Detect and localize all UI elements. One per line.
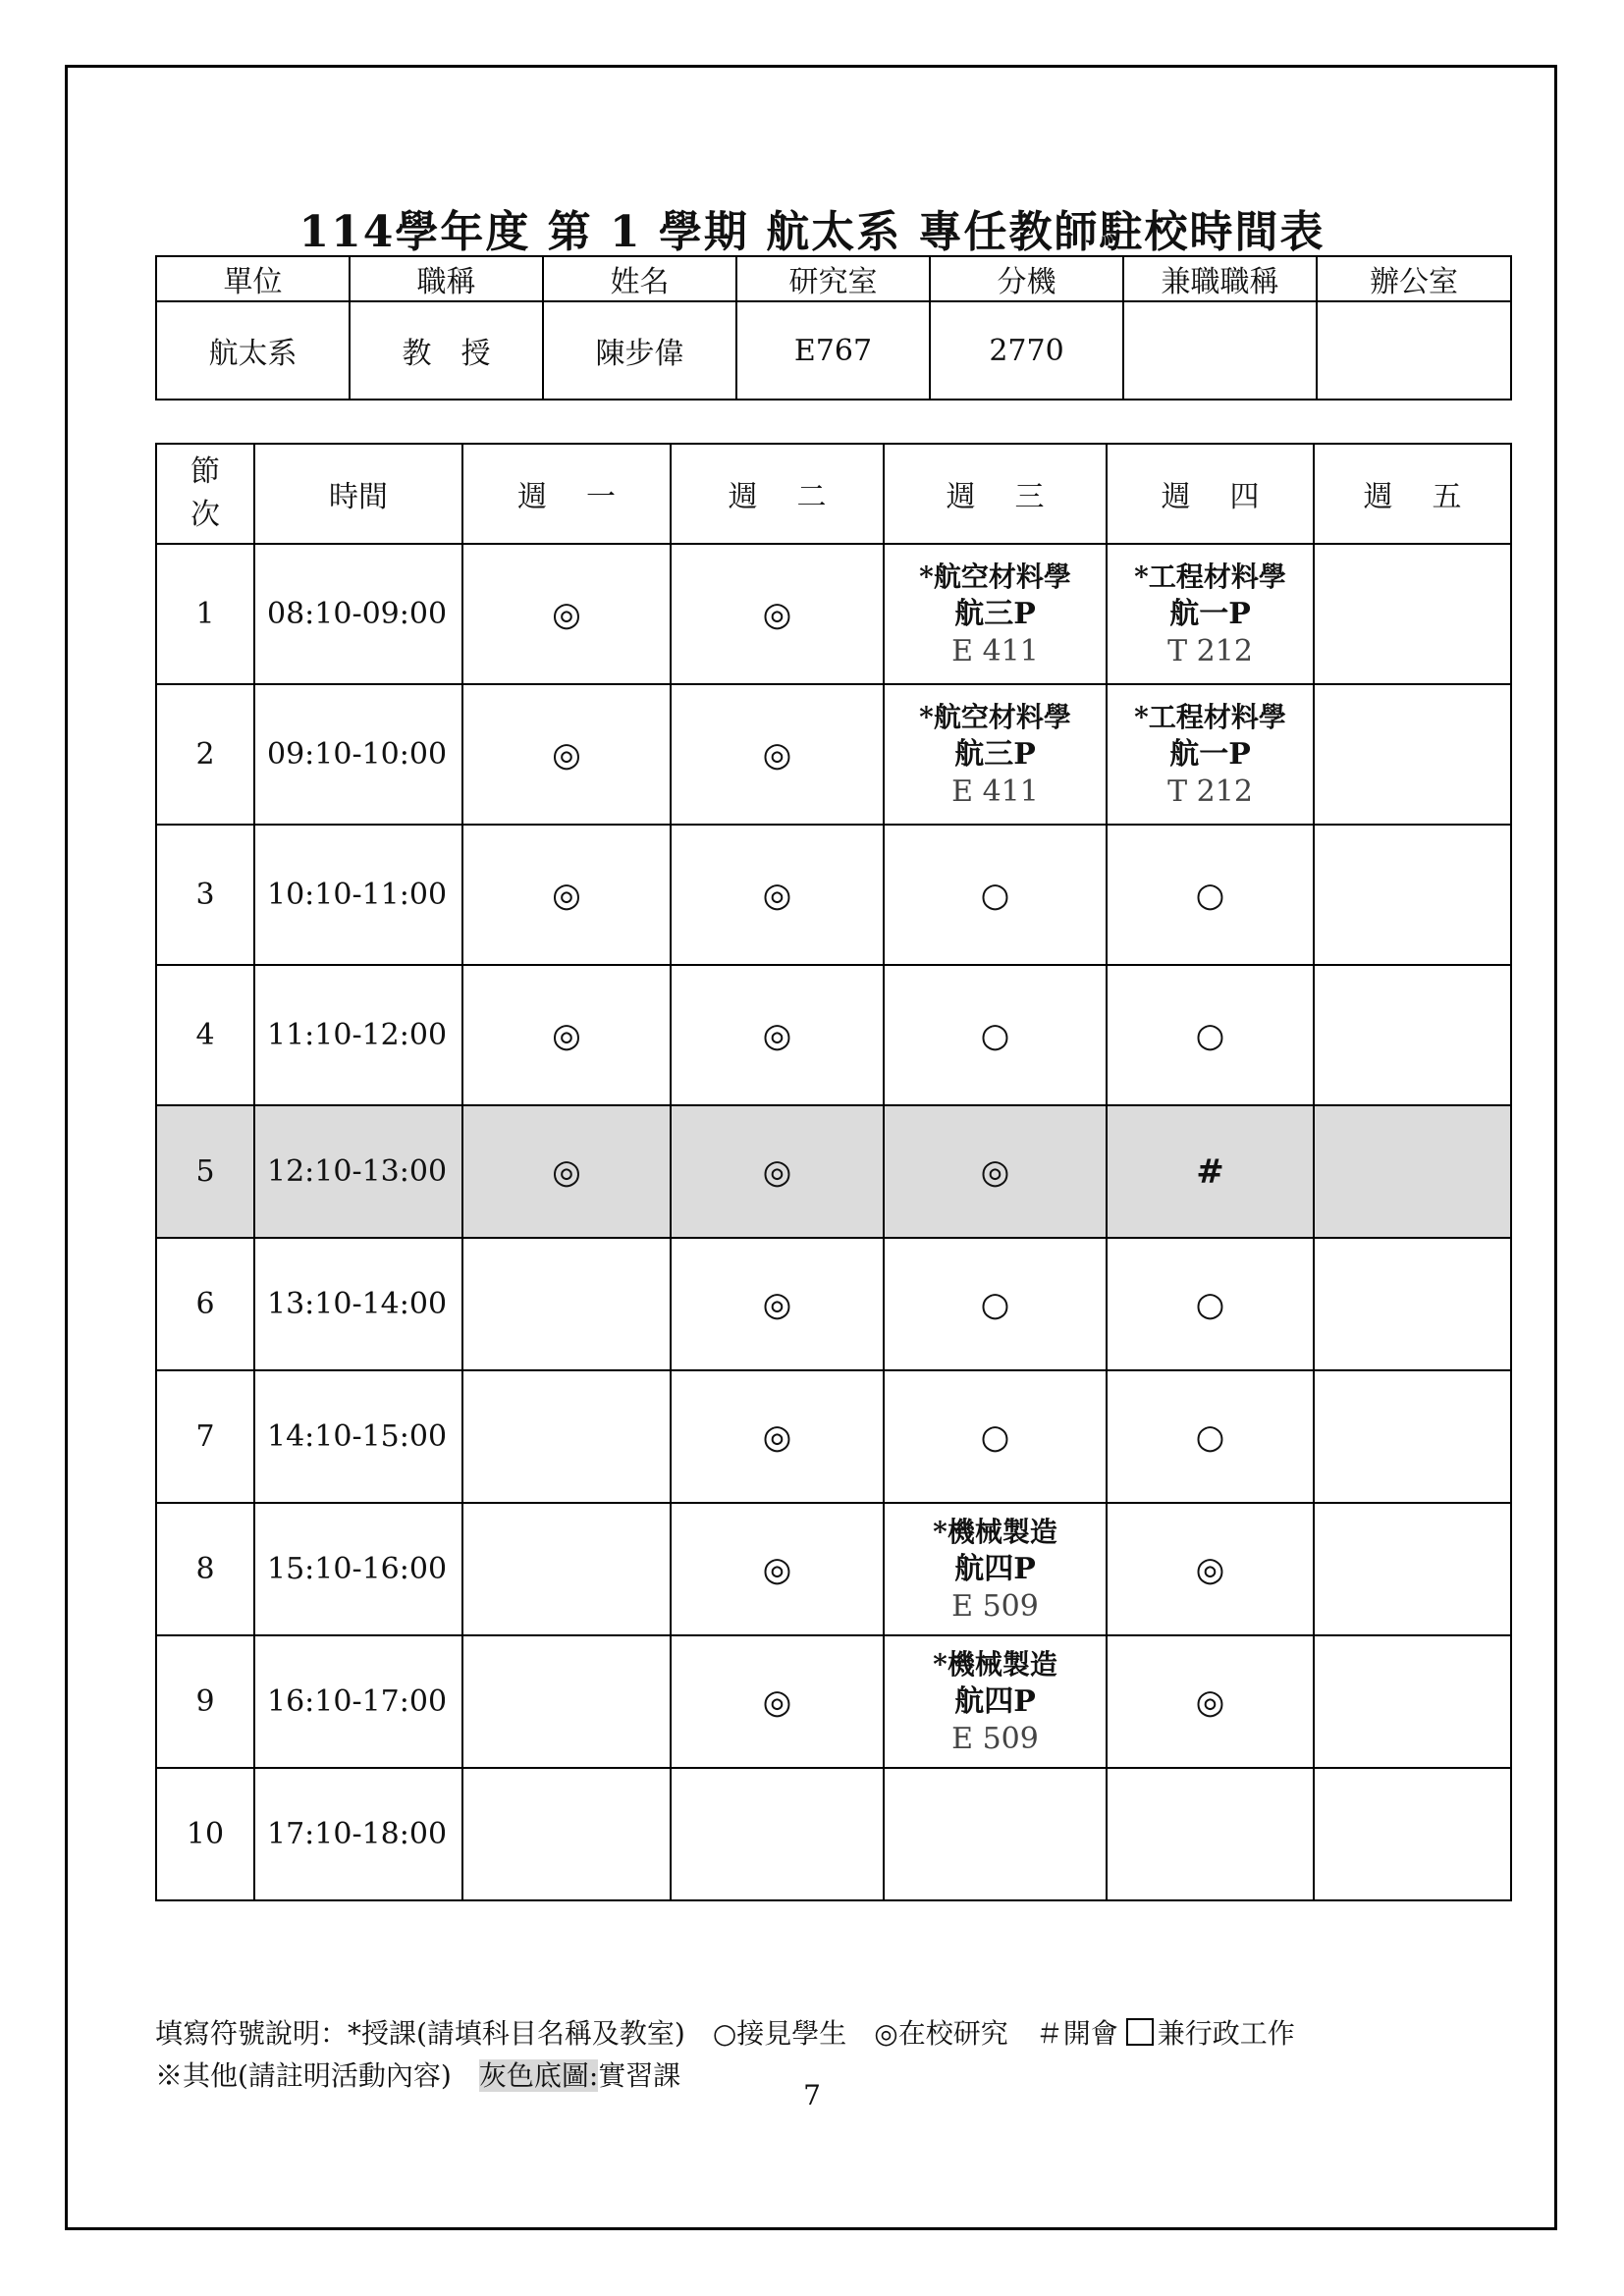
research-mark: ◎ <box>980 1151 1010 1192</box>
legend-gray-label: 灰色底圖: <box>478 2059 599 2092</box>
schedule-cell-mon <box>462 965 671 1105</box>
course-room: T 212 <box>1167 774 1253 809</box>
research-mark: ◎ <box>762 734 792 774</box>
period-number: 3 <box>156 825 254 965</box>
legend-other-text: ※其他(請註明活動內容) <box>155 2059 479 2092</box>
period-header <box>156 444 254 544</box>
schedule-cell-mon <box>462 1768 671 1900</box>
period-time: 09:10-10:00 <box>254 684 462 825</box>
period-number: 10 <box>156 1768 254 1900</box>
info-header-extension: 分機 <box>930 256 1123 301</box>
period-row-4 <box>156 965 1511 1105</box>
schedule-cell-thu <box>1107 684 1314 825</box>
period-number: 1 <box>156 544 254 684</box>
course-room: E 411 <box>951 633 1039 668</box>
period-row-1 <box>156 544 1511 684</box>
period-row-5 <box>156 1105 1511 1238</box>
schedule-cell-wed <box>884 825 1107 965</box>
period-number: 9 <box>156 1635 254 1768</box>
schedule-cell-fri <box>1314 1768 1511 1900</box>
schedule-cell-tue <box>671 965 884 1105</box>
schedule-cell-thu <box>1107 1635 1314 1768</box>
schedule-cell-mon <box>462 544 671 684</box>
course-entry <box>885 1514 1106 1626</box>
schedule-cell-fri <box>1314 965 1511 1105</box>
course-name: *航空材料學 <box>919 700 1071 733</box>
period-number: 2 <box>156 684 254 825</box>
schedule-cell-fri <box>1314 1635 1511 1768</box>
period-time: 17:10-18:00 <box>254 1768 462 1900</box>
course-name: *工程材料學 <box>1134 560 1286 593</box>
course-entry <box>1108 699 1313 811</box>
student-meeting-mark: ○ <box>980 1416 1010 1457</box>
research-mark: ◎ <box>762 1151 792 1192</box>
schedule-table <box>155 443 1512 1901</box>
page-title: 114學年度 第 1 學期 航太系 專任教師駐校時間表 <box>298 207 1326 257</box>
schedule-cell-fri <box>1314 1238 1511 1370</box>
schedule-cell-tue <box>671 684 884 825</box>
course-class: 航四P <box>954 1683 1036 1719</box>
schedule-cell-mon <box>462 1635 671 1768</box>
course-name: *工程材料學 <box>1134 700 1286 733</box>
time-header: 時間 <box>254 444 462 544</box>
schedule-cell-thu <box>1107 825 1314 965</box>
period-row-10 <box>156 1768 1511 1900</box>
schedule-cell-thu <box>1107 1768 1314 1900</box>
day-header-fri: 週五 <box>1314 444 1511 544</box>
research-mark: ◎ <box>552 594 581 634</box>
period-header-line-1: 節 <box>190 454 220 489</box>
schedule-cell-wed <box>884 1370 1107 1503</box>
course-class: 航一P <box>1169 736 1251 772</box>
period-time: 12:10-13:00 <box>254 1105 462 1238</box>
period-number: 6 <box>156 1238 254 1370</box>
info-value-rank: 教 授 <box>350 301 543 400</box>
research-mark: ◎ <box>1195 1549 1225 1589</box>
info-header-unit: 單位 <box>156 256 350 301</box>
info-header-rank: 職稱 <box>350 256 543 301</box>
schedule-cell-fri <box>1314 825 1511 965</box>
period-time: 16:10-17:00 <box>254 1635 462 1768</box>
schedule-cell-fri <box>1314 1370 1511 1503</box>
research-mark: ◎ <box>552 1015 581 1055</box>
schedule-cell-wed <box>884 684 1107 825</box>
schedule-cell-mon <box>462 1238 671 1370</box>
schedule-cell-thu <box>1107 1370 1314 1503</box>
course-entry <box>885 699 1106 811</box>
student-meeting-mark: ○ <box>980 1015 1010 1055</box>
teacher-info-table <box>155 255 1512 400</box>
course-name: *機械製造 <box>933 1647 1057 1681</box>
schedule-cell-wed <box>884 1503 1107 1635</box>
info-header-name: 姓名 <box>543 256 736 301</box>
schedule-cell-tue <box>671 1768 884 1900</box>
day-header-wed: 週三 <box>884 444 1107 544</box>
period-time: 08:10-09:00 <box>254 544 462 684</box>
info-header-concurrent-title: 兼職職稱 <box>1123 256 1317 301</box>
course-room: E 509 <box>951 1588 1039 1624</box>
research-mark: ◎ <box>762 1682 792 1722</box>
schedule-cell-fri <box>1314 544 1511 684</box>
schedule-cell-tue <box>671 1503 884 1635</box>
info-value-extension: 2770 <box>930 301 1123 400</box>
period-row-3 <box>156 825 1511 965</box>
period-time: 10:10-11:00 <box>254 825 462 965</box>
course-room: T 212 <box>1167 633 1253 668</box>
period-row-2 <box>156 684 1511 825</box>
schedule-cell-fri <box>1314 684 1511 825</box>
period-number: 7 <box>156 1370 254 1503</box>
day-header-thu: 週四 <box>1107 444 1314 544</box>
course-entry <box>885 1646 1106 1758</box>
info-value-name: 陳步偉 <box>543 301 736 400</box>
info-header-row <box>156 256 1511 301</box>
schedule-cell-thu <box>1107 965 1314 1105</box>
research-mark: ◎ <box>762 1549 792 1589</box>
day-header-tue: 週二 <box>671 444 884 544</box>
period-header-line-2: 次 <box>190 498 220 532</box>
schedule-cell-tue <box>671 544 884 684</box>
schedule-cell-tue <box>671 1105 884 1238</box>
student-meeting-mark: ○ <box>980 1284 1010 1324</box>
course-room: E 411 <box>951 774 1039 809</box>
research-mark: ◎ <box>762 1015 792 1055</box>
schedule-cell-mon <box>462 1105 671 1238</box>
period-number: 5 <box>156 1105 254 1238</box>
course-class: 航四P <box>954 1551 1036 1586</box>
period-row-6 <box>156 1238 1511 1370</box>
info-header-lab: 研究室 <box>736 256 930 301</box>
schedule-cell-thu <box>1107 1503 1314 1635</box>
info-value-lab: E767 <box>736 301 930 400</box>
schedule-cell-wed <box>884 965 1107 1105</box>
schedule-cell-mon <box>462 1503 671 1635</box>
schedule-cell-fri <box>1314 1105 1511 1238</box>
schedule-cell-tue <box>671 1370 884 1503</box>
period-row-8 <box>156 1503 1511 1635</box>
research-mark: ◎ <box>552 1151 581 1192</box>
legend-admin-text: 兼行政工作 <box>1157 2017 1295 2050</box>
student-meeting-mark: ○ <box>1195 875 1225 915</box>
schedule-cell-thu <box>1107 544 1314 684</box>
course-class: 航一P <box>1169 596 1251 631</box>
schedule-cell-mon <box>462 684 671 825</box>
legend-lab-text: 實習課 <box>598 2059 681 2092</box>
schedule-header-row <box>156 444 1511 544</box>
schedule-cell-wed <box>884 1238 1107 1370</box>
course-entry <box>1108 559 1313 670</box>
page-number: 7 <box>803 2079 821 2111</box>
course-entry <box>885 559 1106 670</box>
schedule-cell-tue <box>671 1635 884 1768</box>
legend-line-1 <box>155 2012 1295 2052</box>
period-time: 11:10-12:00 <box>254 965 462 1105</box>
schedule-cell-mon <box>462 1370 671 1503</box>
period-row-9 <box>156 1635 1511 1768</box>
student-meeting-mark: ○ <box>1195 1015 1225 1055</box>
schedule-cell-wed <box>884 1635 1107 1768</box>
research-mark: ◎ <box>1195 1682 1225 1722</box>
schedule-cell-mon <box>462 825 671 965</box>
schedule-cell-wed <box>884 1768 1107 1900</box>
period-time: 15:10-16:00 <box>254 1503 462 1635</box>
schedule-cell-wed <box>884 544 1107 684</box>
info-header-office: 辦公室 <box>1317 256 1511 301</box>
research-mark: ◎ <box>762 875 792 915</box>
student-meeting-mark: ○ <box>1195 1416 1225 1457</box>
student-meeting-mark: ○ <box>980 875 1010 915</box>
schedule-cell-thu <box>1107 1238 1314 1370</box>
schedule-cell-tue <box>671 825 884 965</box>
period-number: 4 <box>156 965 254 1105</box>
course-class: 航三P <box>954 736 1036 772</box>
course-name: *機械製造 <box>933 1515 1057 1548</box>
research-mark: ◎ <box>552 875 581 915</box>
period-number: 8 <box>156 1503 254 1635</box>
schedule-cell-fri <box>1314 1503 1511 1635</box>
research-mark: ◎ <box>552 734 581 774</box>
course-name: *航空材料學 <box>919 560 1071 593</box>
student-meeting-mark: ○ <box>1195 1284 1225 1324</box>
course-room: E 509 <box>951 1721 1039 1756</box>
checkbox-square-icon <box>1126 2018 1154 2046</box>
schedule-cell-thu <box>1107 1105 1314 1238</box>
info-value-row <box>156 301 1511 400</box>
research-mark: ◎ <box>762 594 792 634</box>
period-row-7 <box>156 1370 1511 1503</box>
info-value-office <box>1317 301 1511 400</box>
day-header-mon: 週一 <box>462 444 671 544</box>
research-mark: ◎ <box>762 1284 792 1324</box>
meeting-mark: # <box>1196 1151 1224 1192</box>
course-class: 航三P <box>954 596 1036 631</box>
schedule-cell-tue <box>671 1238 884 1370</box>
info-value-unit: 航太系 <box>156 301 350 400</box>
schedule-cell-wed <box>884 1105 1107 1238</box>
info-value-concurrent-title <box>1123 301 1317 400</box>
research-mark: ◎ <box>762 1416 792 1457</box>
legend-symbols-text: 填寫符號說明：*授課(請填科目名稱及教室) ○接見學生 ◎在校研究 ＃開會 <box>155 2017 1118 2050</box>
period-time: 14:10-15:00 <box>254 1370 462 1503</box>
period-time: 13:10-14:00 <box>254 1238 462 1370</box>
